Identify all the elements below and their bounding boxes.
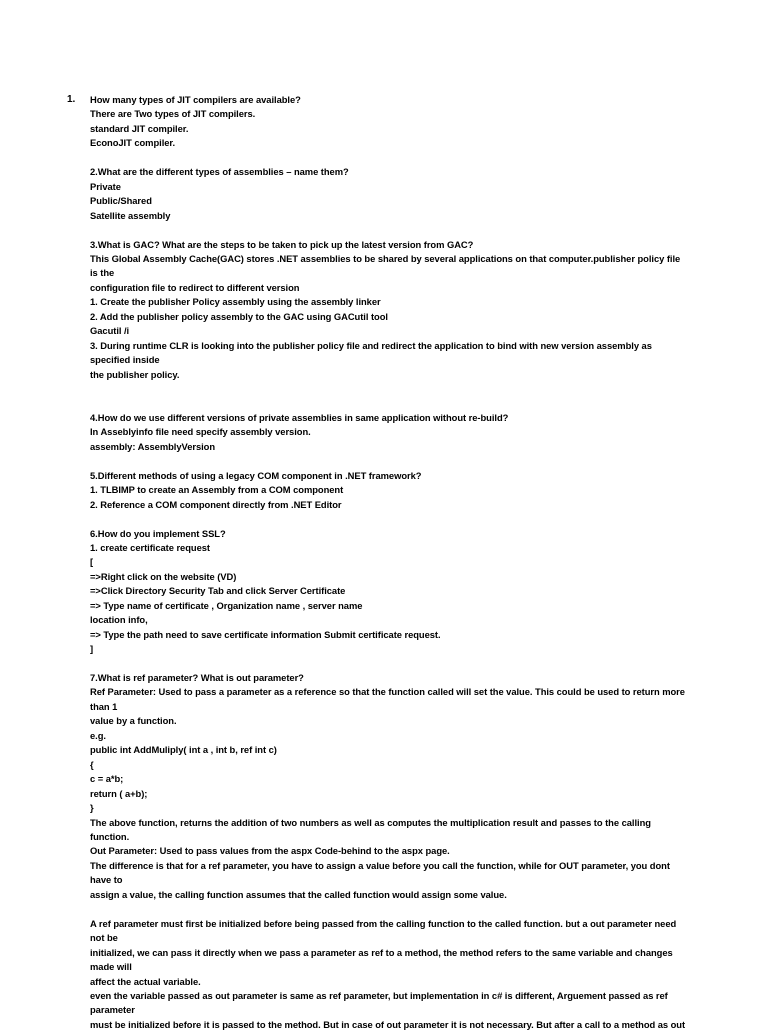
- text-line: How many types of JIT compilers are available?: [90, 94, 301, 105]
- blank-line: [90, 454, 686, 468]
- text-line: 2.What are the different types of assemblies – name them?: [90, 166, 349, 178]
- text-line: assembly: AssemblyVersion: [90, 440, 216, 452]
- text-line: This Global Assembly Cache(GAC) stores .NET assemblies to be shared by several applications on that computer.publisher policy file is the: [90, 252, 683, 279]
- text-line: The difference is that for a ref parameter, you have to assign a value before you call the function, while for OUT parameter, you dont have to: [90, 859, 673, 886]
- blank-line: [90, 512, 686, 526]
- text-line: 6.How do you implement SSL?: [90, 527, 226, 539]
- blank-line: [90, 902, 686, 916]
- text-line: 1. create certificate request: [90, 541, 210, 553]
- text-line: standard JIT compiler.: [90, 122, 189, 134]
- text-line: must be initialized before it is passed to the method. But in case of out parameter it is not necessary. But after a call to a method as out: [90, 1018, 686, 1030]
- text-line: => Type the path need to save certificate information Submit certificate request.: [90, 628, 441, 640]
- text-line: Out Parameter: Used to pass values from the aspx Code-behind to the aspx page.: [90, 845, 450, 857]
- text-line: value by a function.: [90, 715, 177, 727]
- text-line: configuration file to redirect to different version: [90, 281, 300, 293]
- text-line: the publisher policy.: [90, 368, 180, 380]
- text-line: 5.Different methods of using a legacy COM component in .NET framework?: [90, 469, 422, 481]
- text-line: location info,: [90, 614, 148, 626]
- blank-line: [90, 223, 686, 237]
- text-line: 1. Create the publisher Policy assembly using the assembly linker: [90, 296, 381, 308]
- text-line: {: [90, 758, 94, 770]
- blank-line: [90, 151, 686, 165]
- text-line: 2. Add the publisher policy assembly to the GAC using GACutil tool: [90, 310, 388, 322]
- text-line: assign a value, the calling function assumes that the called function would assign some value.: [90, 888, 507, 900]
- text-line: affect the actual variable.: [90, 975, 201, 987]
- text-line: e.g.: [90, 729, 106, 741]
- blank-line: [90, 657, 686, 671]
- text-line: 7.What is ref parameter? What is out parameter?: [90, 672, 304, 684]
- text-line: 3.What is GAC? What are the steps to be taken to pick up the latest version from GAC?: [90, 238, 474, 250]
- text-line: 4.How do we use different versions of private assemblies in same application without re-build?: [90, 411, 509, 423]
- text-line: => Type name of certificate , Organization name , server name: [90, 599, 363, 611]
- text-line: [: [90, 556, 94, 568]
- text-line: EconoJIT compiler.: [90, 137, 176, 149]
- blank-line: [90, 396, 686, 410]
- text-line: even the variable passed as out parameter is same as ref parameter, but implementation in c# is different, Arguement passed as ref parameter: [90, 989, 671, 1016]
- text-line: Satellite assembly: [90, 209, 171, 221]
- text-line: 3. During runtime CLR is looking into the publisher policy file and redirect the application to bind with new version assembly as specified inside: [90, 339, 655, 366]
- text-line: Gacutil /i: [90, 325, 130, 337]
- text-line: 1. TLBIMP to create an Assembly from a COM component: [90, 484, 344, 496]
- text-line: =>Right click on the website (VD): [90, 570, 237, 582]
- text-line: Private: [90, 180, 121, 192]
- text-line: }: [90, 802, 94, 814]
- text-line: public int AddMuliply( int a , int b, ref int c): [90, 744, 277, 756]
- list-number: 1.: [67, 94, 76, 105]
- text-line: In Asseblyinfo file need specify assembly version.: [90, 426, 311, 438]
- text-line: c = a*b;: [90, 773, 124, 785]
- text-line: A ref parameter must first be initialized before being passed from the calling function to the called function. but a out parameter need not be: [90, 917, 679, 944]
- text-line: ]: [90, 643, 94, 655]
- text-line: =>Click Directory Security Tab and click Server Certificate: [90, 585, 346, 597]
- text-line: return ( a+b);: [90, 787, 148, 799]
- text-line: 2. Reference a COM component directly from .NET Editor: [90, 498, 342, 510]
- text-line: Ref Parameter: Used to pass a parameter as a reference so that the function called will set the value. This could be used to return more than 1: [90, 686, 688, 712]
- document-body: [90, 93, 686, 1032]
- text-line: initialized, we can pass it directly when we pass a parameter as ref to a method, the method refers to the same variable and changes made will: [90, 946, 676, 973]
- text-line: Public/Shared: [90, 195, 152, 207]
- blank-line: [90, 382, 686, 396]
- text-line: There are Two types of JIT compilers.: [90, 108, 256, 120]
- text-line: The above function, returns the addition of two numbers as well as computes the multiplication result and passes to the calling function.: [90, 816, 654, 842]
